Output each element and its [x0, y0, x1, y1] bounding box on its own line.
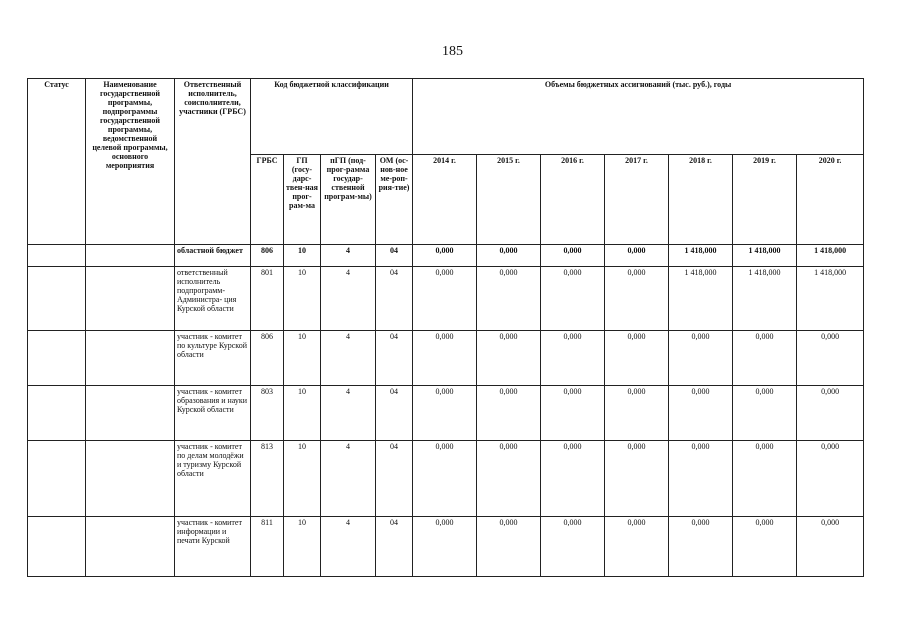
value-cell: 0,000	[669, 386, 733, 441]
value-cell: 0,000	[477, 331, 541, 386]
value-cell: 0,000	[797, 331, 864, 386]
responsible-cell: участник - комитет информации и печати Курской	[175, 517, 251, 577]
header-volumes: Объемы бюджетных ассигнований (тыс. руб.), годы	[413, 79, 864, 155]
grbs-cell: 801	[251, 267, 284, 331]
table-row	[28, 245, 864, 267]
value-cell: 0,000	[797, 441, 864, 517]
value-cell: 0,000	[733, 331, 797, 386]
value-cell: 0,000	[669, 331, 733, 386]
grbs-cell: 803	[251, 386, 284, 441]
gp-cell: 10	[284, 517, 321, 577]
header-year: 2014 г.	[413, 155, 477, 245]
value-cell: 0,000	[413, 441, 477, 517]
gp-cell: 10	[284, 386, 321, 441]
status-cell	[28, 441, 86, 517]
table-row	[28, 441, 864, 517]
value-cell: 0,000	[477, 441, 541, 517]
responsible-cell: ответственный исполнитель подпрограмм- Администра- ция Курской области	[175, 267, 251, 331]
header-year: 2019 г.	[733, 155, 797, 245]
value-cell: 0,000	[541, 267, 605, 331]
om-cell: 04	[376, 267, 413, 331]
name-cell	[86, 386, 175, 441]
header-grbs: ГРБС	[251, 155, 284, 245]
om-cell: 04	[376, 441, 413, 517]
header-year: 2018 г.	[669, 155, 733, 245]
status-cell	[28, 517, 86, 577]
pgp-cell: 4	[321, 441, 376, 517]
responsible-cell: участник - комитет по делам молодёжи и туризму Курской области	[175, 441, 251, 517]
om-cell: 04	[376, 245, 413, 267]
value-cell: 0,000	[605, 267, 669, 331]
name-cell	[86, 441, 175, 517]
status-cell	[28, 331, 86, 386]
value-cell: 0,000	[477, 517, 541, 577]
responsible-cell: участник - комитет образования и науки Курской области	[175, 386, 251, 441]
gp-cell: 10	[284, 267, 321, 331]
pgp-cell: 4	[321, 331, 376, 386]
pgp-cell: 4	[321, 517, 376, 577]
status-cell	[28, 245, 86, 267]
table-row	[28, 267, 864, 331]
table-row	[28, 517, 864, 577]
gp-cell: 10	[284, 331, 321, 386]
budget-table	[27, 78, 864, 577]
pgp-cell: 4	[321, 245, 376, 267]
grbs-cell: 806	[251, 331, 284, 386]
header-pgp: пГП (под-прог-рамма государ-ственной програм-мы)	[321, 155, 376, 245]
name-cell	[86, 245, 175, 267]
value-cell: 0,000	[541, 386, 605, 441]
pgp-cell: 4	[321, 386, 376, 441]
header-year: 2020 г.	[797, 155, 864, 245]
value-cell: 1 418,000	[797, 267, 864, 331]
value-cell: 0,000	[797, 386, 864, 441]
header-budget-code: Код бюджетной классификации	[251, 79, 413, 155]
grbs-cell: 811	[251, 517, 284, 577]
value-cell: 0,000	[669, 441, 733, 517]
gp-cell: 10	[284, 441, 321, 517]
table-row	[28, 386, 864, 441]
value-cell: 0,000	[797, 517, 864, 577]
value-cell: 1 418,000	[797, 245, 864, 267]
value-cell: 0,000	[605, 245, 669, 267]
value-cell: 0,000	[477, 245, 541, 267]
table-row	[28, 331, 864, 386]
header-year: 2017 г.	[605, 155, 669, 245]
header-year: 2016 г.	[541, 155, 605, 245]
status-cell	[28, 267, 86, 331]
value-cell: 0,000	[605, 331, 669, 386]
om-cell: 04	[376, 331, 413, 386]
value-cell: 0,000	[477, 267, 541, 331]
pgp-cell: 4	[321, 267, 376, 331]
value-cell: 0,000	[413, 267, 477, 331]
value-cell: 1 418,000	[669, 245, 733, 267]
header-gp: ГП (госу-дарс-твен-ная прог-рам-ма	[284, 155, 321, 245]
value-cell: 0,000	[413, 245, 477, 267]
value-cell: 0,000	[733, 441, 797, 517]
grbs-cell: 806	[251, 245, 284, 267]
value-cell: 0,000	[605, 441, 669, 517]
value-cell: 0,000	[541, 245, 605, 267]
value-cell: 0,000	[541, 517, 605, 577]
value-cell: 0,000	[669, 517, 733, 577]
value-cell: 1 418,000	[733, 245, 797, 267]
name-cell	[86, 267, 175, 331]
value-cell: 0,000	[605, 386, 669, 441]
header-responsible: Ответственный исполнитель, соисполнители, участники (ГРБС)	[175, 79, 251, 245]
header-year: 2015 г.	[477, 155, 541, 245]
value-cell: 0,000	[605, 517, 669, 577]
om-cell: 04	[376, 386, 413, 441]
name-cell	[86, 517, 175, 577]
header-name: Наименование государственной программы, подпрограммы государственной программы, ведомственной целевой программы, основного мероприятия	[86, 79, 175, 245]
value-cell: 0,000	[477, 386, 541, 441]
page-number: 185	[442, 44, 463, 59]
om-cell: 04	[376, 517, 413, 577]
status-cell	[28, 386, 86, 441]
header-om: ОМ (ос-нов-ное ме-роп-рия-тие)	[376, 155, 413, 245]
value-cell: 0,000	[413, 331, 477, 386]
name-cell	[86, 331, 175, 386]
value-cell: 0,000	[413, 386, 477, 441]
value-cell: 0,000	[541, 331, 605, 386]
grbs-cell: 813	[251, 441, 284, 517]
value-cell: 1 418,000	[669, 267, 733, 331]
header-status: Статус	[28, 79, 86, 245]
value-cell: 0,000	[413, 517, 477, 577]
gp-cell: 10	[284, 245, 321, 267]
value-cell: 0,000	[733, 386, 797, 441]
value-cell: 1 418,000	[733, 267, 797, 331]
value-cell: 0,000	[733, 517, 797, 577]
responsible-cell: областной бюджет	[175, 245, 251, 267]
value-cell: 0,000	[541, 441, 605, 517]
responsible-cell: участник - комитет по культуре Курской области	[175, 331, 251, 386]
